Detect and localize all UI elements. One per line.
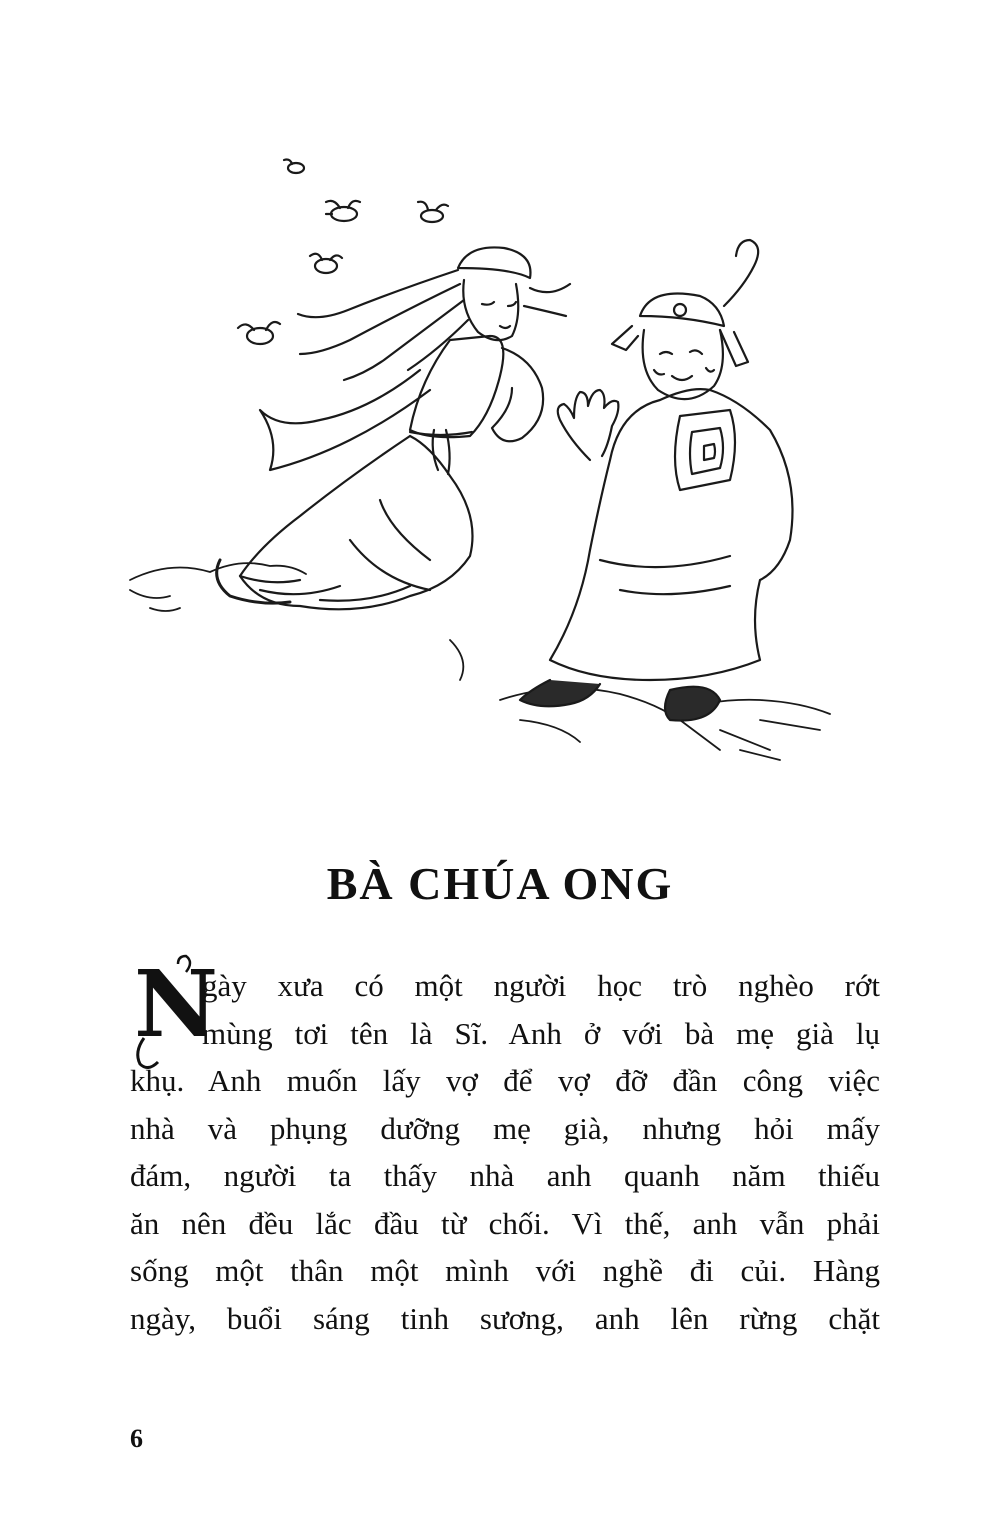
story-paragraph [130, 962, 880, 1342]
bee-icon [326, 201, 360, 221]
story-line: mùng tơi tên là Sĩ. Anh ở với bà mẹ già lụ [202, 1015, 880, 1051]
bee-icon [238, 322, 280, 344]
chapter-title: BÀ CHÚA ONG [326, 857, 674, 909]
story-illustration [120, 120, 880, 780]
scholar-face [643, 330, 723, 399]
fairy-hat [458, 247, 530, 278]
bee-icon [284, 160, 304, 174]
scholar-hat [640, 294, 724, 327]
drop-cap-letter: N [134, 950, 219, 1058]
fairy-face [463, 280, 518, 340]
scholar-boots [520, 680, 720, 721]
scholar-robe [550, 389, 793, 680]
story-line: khụ. Anh muốn lấy vợ để vợ đỡ đần công việc [130, 1063, 880, 1098]
story-line: nhà và phụng dưỡng mẹ già, nhưng hỏi mấy [130, 1110, 880, 1146]
bee-icon [418, 202, 448, 222]
story-line: đám, người ta thấy nhà anh quanh năm thiếu [130, 1158, 880, 1193]
story-line: ăn nên đều lắc đầu từ chối. Vì thế, anh vẫn phải [130, 1205, 880, 1241]
fairy-sleeve-left [260, 370, 430, 470]
fairy-skirt [240, 436, 473, 609]
scholar-hand [558, 390, 619, 460]
story-line: gày xưa có một người học trò nghèo rớt [202, 968, 880, 1003]
bee-icon [310, 254, 342, 273]
story-line: sống một thân một mình với nghề đi củi. Hàng [130, 1253, 880, 1288]
page-number: 6 [130, 1424, 143, 1453]
story-line: ngày, buổi sáng tinh sương, anh lên rừng chặt [130, 1300, 880, 1336]
fairy-body [410, 336, 503, 437]
fairy-sleeve-right [492, 348, 543, 441]
